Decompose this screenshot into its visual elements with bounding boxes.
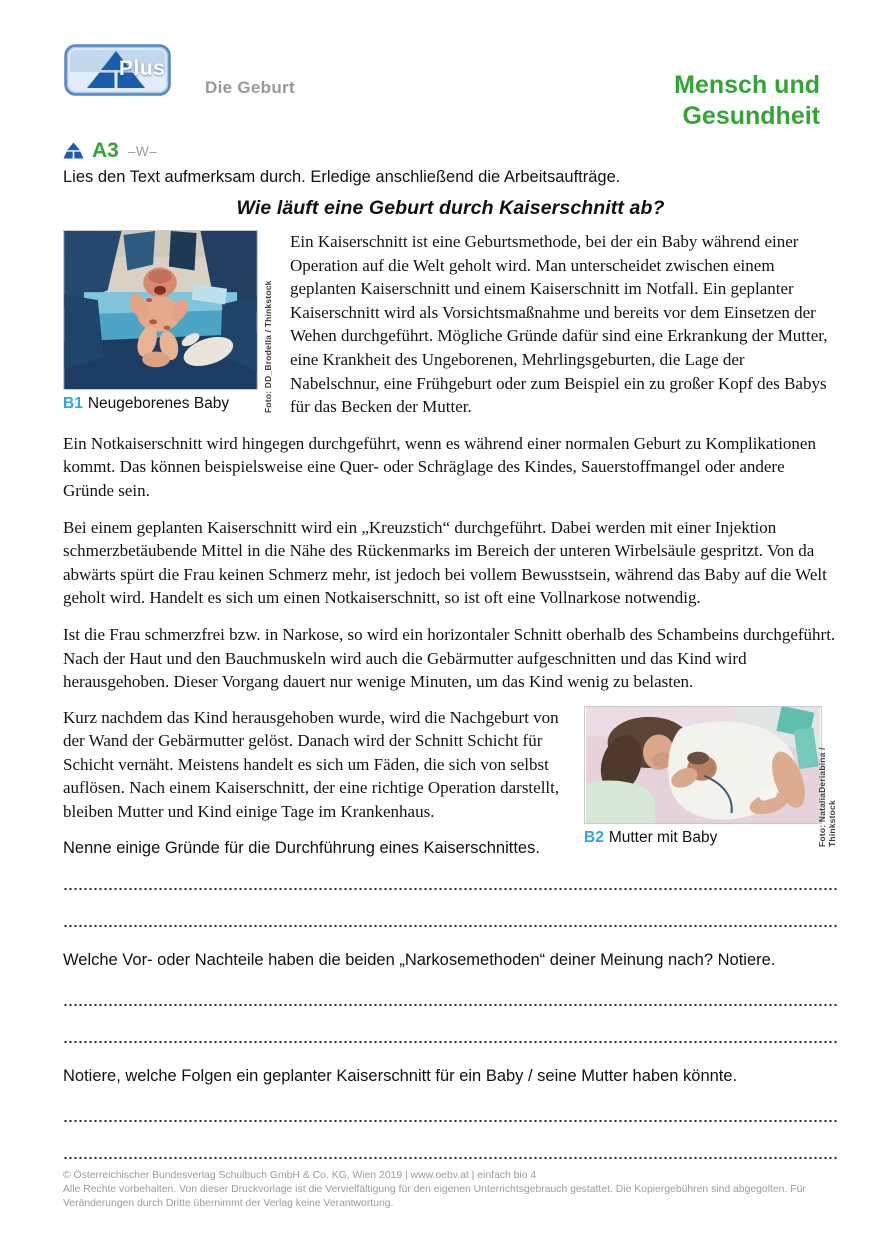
task-level: –W–: [127, 143, 158, 159]
question-1: Nenne einige Gründe für die Durchführung eines Kaiserschnittes.: [63, 838, 540, 857]
worksheet-title: Wie läuft eine Geburt durch Kaiserschnitt ab?: [236, 197, 665, 219]
copyright-footer: [63, 1169, 843, 1211]
b1-caption-text: Neugeborenes Baby: [87, 395, 230, 412]
subject-title: [674, 70, 820, 132]
figure-b1: [63, 230, 274, 413]
b2-photo-credit: Foto: NataliaDeriabina / Thinkstock: [817, 746, 837, 847]
footer-publisher-line: © Österreichischer Bundesverlag Schulbuch GmbH & Co. KG, Wien 2019 | www.oebv.at | einfach bio 4: [63, 1170, 537, 1181]
paragraph-1: Ein Kaiserschnitt ist eine Geburtsmethode, bei der ein Baby während einer Operation auf die Welt geholt wird. Man unterscheidet zwischen einem geplanten Kaiserschnitt und einem Kaiserschnitt im Notfall. Ein geplanter Kaiserschnitt wird als Vorsichtsmaßnahme und bereits vor dem Einsetzen der Wehen durchgeführt. Mögliche Gründe dafür sind eine Erkrankung der Mutter, eine Krankheit des Ungeborenen, Mehrlingsgeburten, die Lage der Nabelschnur, eine Frühgeburt oder zum Beispiel ein zu großer Kopf des Babys für das Becken der Mutter.: [290, 232, 828, 417]
task-instruction: Lies den Text aufmerksam durch. Erledige anschließend die Arbeitsaufträge.: [63, 168, 621, 186]
question-3: Notiere, welche Folgen ein geplanter Kaiserschnitt für ein Baby / seine Mutter haben könnte.: [63, 1066, 738, 1085]
question-2: Welche Vor- oder Nachteile haben die beiden „Narkosemethoden“ deiner Meinung nach? Notiere.: [63, 950, 776, 969]
figure-b2: [584, 706, 838, 847]
answer-line-5[interactable]: [63, 1119, 838, 1123]
subject-line-2: Gesundheit: [682, 102, 820, 130]
b1-photo-newborn: [63, 230, 258, 390]
plus-logo: [64, 44, 171, 96]
triangle-icon: [63, 142, 84, 160]
paragraph-3: Bei einem geplanten Kaiserschnitt wird ein „Kreuzstich“ durchgeführt. Dabei werden mit einer Injektion schmerzbetäubende Mittel in die Nähe des Rückenmarks im Bereich der unteren Wirbelsäule gespritzt. Von da abwärts spürt die Frau keinen Schmerz mehr, ist jedoch bei vollem Bewusstsein, während das Baby auf die Welt geholt wird. Handelt es sich um einen Notkaiserschnitt, so ist oft eine Vollnarkose notwendig.: [63, 517, 827, 608]
b2-photo-mother-baby: [584, 706, 822, 824]
task-header: [63, 138, 838, 164]
footer-rights-line: Alle Rechte vorbehalten. Von dieser Druckvorlage ist die Vervielfältigung für den eigenen Unterrichtsgebrauch gestattet. Die Kopiergebühren sind abgegolten. Für Veränderungen durch Dritte übernimmt der Verlag keine Verantwortung.: [63, 1184, 806, 1209]
answer-line-4[interactable]: [63, 1040, 838, 1044]
page-topic: Die Geburt: [205, 78, 295, 97]
answer-line-6[interactable]: [63, 1156, 838, 1160]
subject-line-1: Mensch und: [674, 71, 820, 99]
paragraph-5: Kurz nachdem das Kind herausgehoben wurde, wird die Nachgeburt von der Wand der Gebärmutter gelöst. Danach wird der Schnitt Schicht für Schicht vernäht. Meistens handelt es sich um Fäden, die sich von selbst auflösen. Nach einem Kaiserschnitt, der eine richtige Operation darstellt, bleiben Mutter und Kind einige Tage im Krankenhaus.: [63, 707, 560, 822]
content-area: [63, 138, 838, 1160]
b1-caption-id: B1: [63, 395, 83, 412]
b2-caption: [584, 829, 838, 847]
paragraph-4: Ist die Frau schmerzfrei bzw. in Narkose, so wird ein horizontaler Schnitt oberhalb des Schambeins durchgeführt. Nach der Haut und den Bauchmuskeln wird auch die Gebärmutter aufgeschnitten und das Kind wird herausgehoben. Dieser Vorgang dauert nur wenige Minuten, um das Kind wenig zu belasten.: [63, 624, 836, 692]
answer-line-1[interactable]: [63, 887, 838, 891]
answer-line-2[interactable]: [63, 924, 838, 928]
paragraph-5-block: [63, 706, 838, 858]
b1-photo-credit: Foto: DD_Brodella / Thinkstock: [263, 280, 273, 413]
paragraph-2: Ein Notkaiserschnitt wird hingegen durchgeführt, wenn es während einer normalen Geburt zu Komplikationen kommt. Das können beispielsweise eine Quer- oder Schräglage des Kindes, Sauerstoffmangel oder andere Gründe sein.: [63, 433, 816, 500]
b2-caption-id: B2: [584, 828, 604, 846]
paragraph-1-block: [63, 230, 838, 419]
b2-caption-text: Mutter mit Baby: [608, 828, 718, 846]
b1-caption: [63, 395, 274, 413]
answer-line-3[interactable]: [63, 1003, 838, 1007]
task-code: A3: [92, 139, 119, 162]
plus-logo-label: Plus: [119, 57, 166, 80]
